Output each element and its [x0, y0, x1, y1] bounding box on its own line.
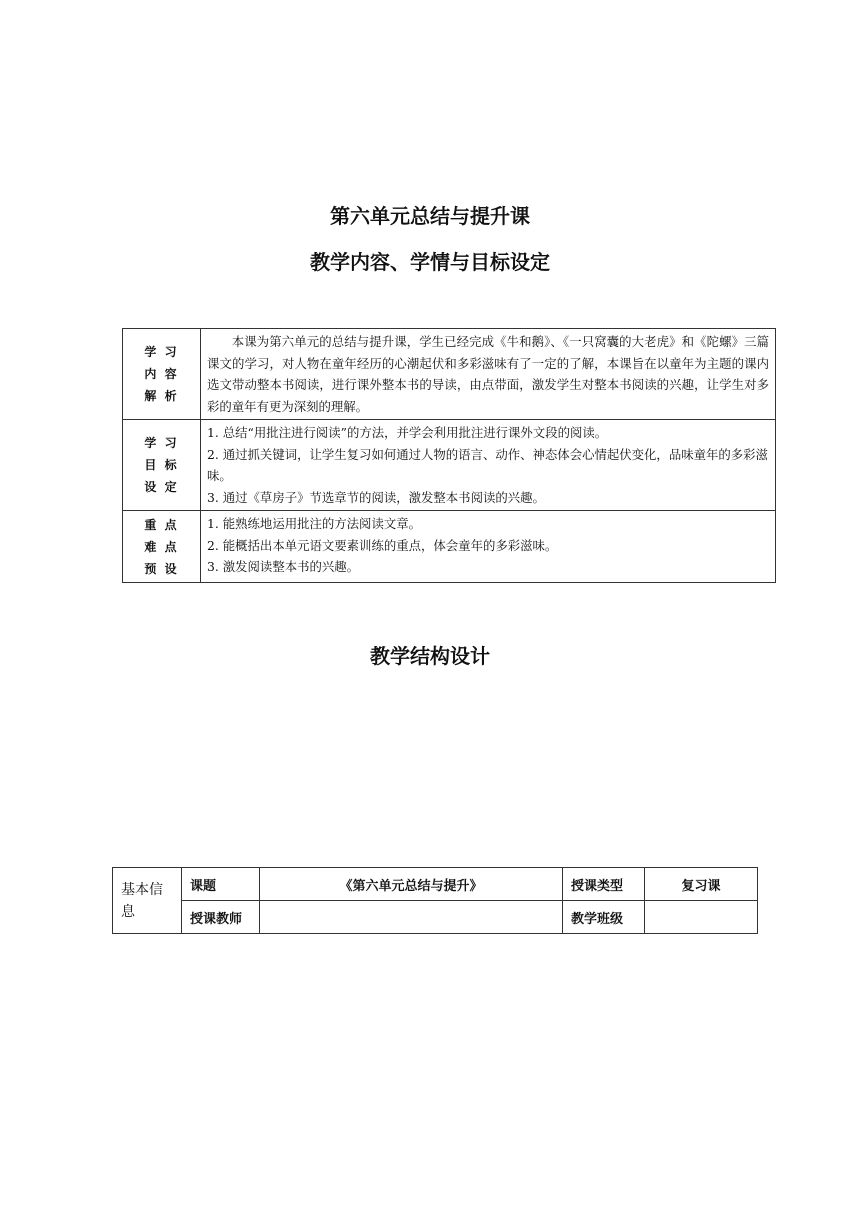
list-item: 2. 能概括出本单元语文要素训练的重点，体会童年的多彩滋味。: [207, 537, 558, 553]
row-label: [123, 420, 201, 511]
class-label: 教学班级: [563, 901, 645, 934]
row-label-line: 难 点: [144, 539, 179, 554]
list-item: 3. 通过《草房子》节选章节的阅读，激发整本书阅读的兴趣。: [207, 489, 545, 505]
list-item: 2. 通过抓关键词，让学生复习如何通过人物的语言、动作、神态体会心情起伏变化，品味童年的多彩滋味。: [207, 446, 768, 483]
teacher-label: 授课教师: [182, 901, 260, 934]
class-value: [645, 901, 758, 934]
table-row: [123, 329, 776, 420]
row-label-line: 目 标: [144, 458, 179, 472]
analysis-table: [122, 328, 776, 583]
section-title-content: 教学内容、学情与目标设定: [310, 250, 550, 274]
teacher-value: [260, 901, 563, 934]
row-label-line: 学 习: [144, 345, 179, 359]
lesson-type-value: 复习课: [645, 868, 758, 901]
row-label: [123, 329, 201, 420]
table-row: [123, 420, 776, 511]
document-title: 第六单元总结与提升课: [330, 204, 530, 228]
row-content: [201, 511, 776, 583]
table-row: [113, 901, 758, 934]
row-label-line: 解 析: [144, 389, 179, 403]
row-label-line: 预 设: [144, 561, 179, 576]
row-label-line: 重 点: [144, 517, 179, 532]
list-item: 3. 激发阅读整本书的兴趣。: [207, 559, 360, 574]
row-content: [201, 329, 776, 420]
table-row: [113, 868, 758, 901]
content-paragraph: 本课为第六单元的总结与提升课，学生已经完成《牛和鹅》、《一只窝囊的大老虎》和《陀螺》三篇课文的学习，对人物在童年经历的心潮起伏和多彩滋味有了一定的了解，本课旨在以童年为主题的课内选文带动整本书阅读，进行课外整本书的导读，由点带面，激发学生对整本书阅读的兴趣，让学生对多彩的童年有更为深刻的理解。: [207, 334, 769, 414]
section-title-structure: 教学结构设计: [370, 644, 490, 668]
lesson-type-label: 授课类型: [563, 868, 645, 901]
row-label-line: 内 容: [144, 367, 179, 381]
list-item: 1. 总结“用批注进行阅读”的方法，并学会利用批注进行课外文段的阅读。: [207, 425, 608, 440]
list-item: 1. 能熟练地运用批注的方法阅读文章。: [207, 516, 422, 531]
row-label-line: 设 定: [144, 480, 179, 494]
row-label: [123, 511, 201, 583]
row-label-line: 学 习: [144, 436, 179, 450]
row-content: [201, 420, 776, 511]
table-row: [123, 511, 776, 583]
topic-label: 课题: [182, 868, 260, 901]
basic-info-header: 基本信息: [113, 868, 182, 934]
topic-value: 《第六单元总结与提升》: [260, 868, 563, 901]
basic-info-table: [112, 867, 758, 934]
